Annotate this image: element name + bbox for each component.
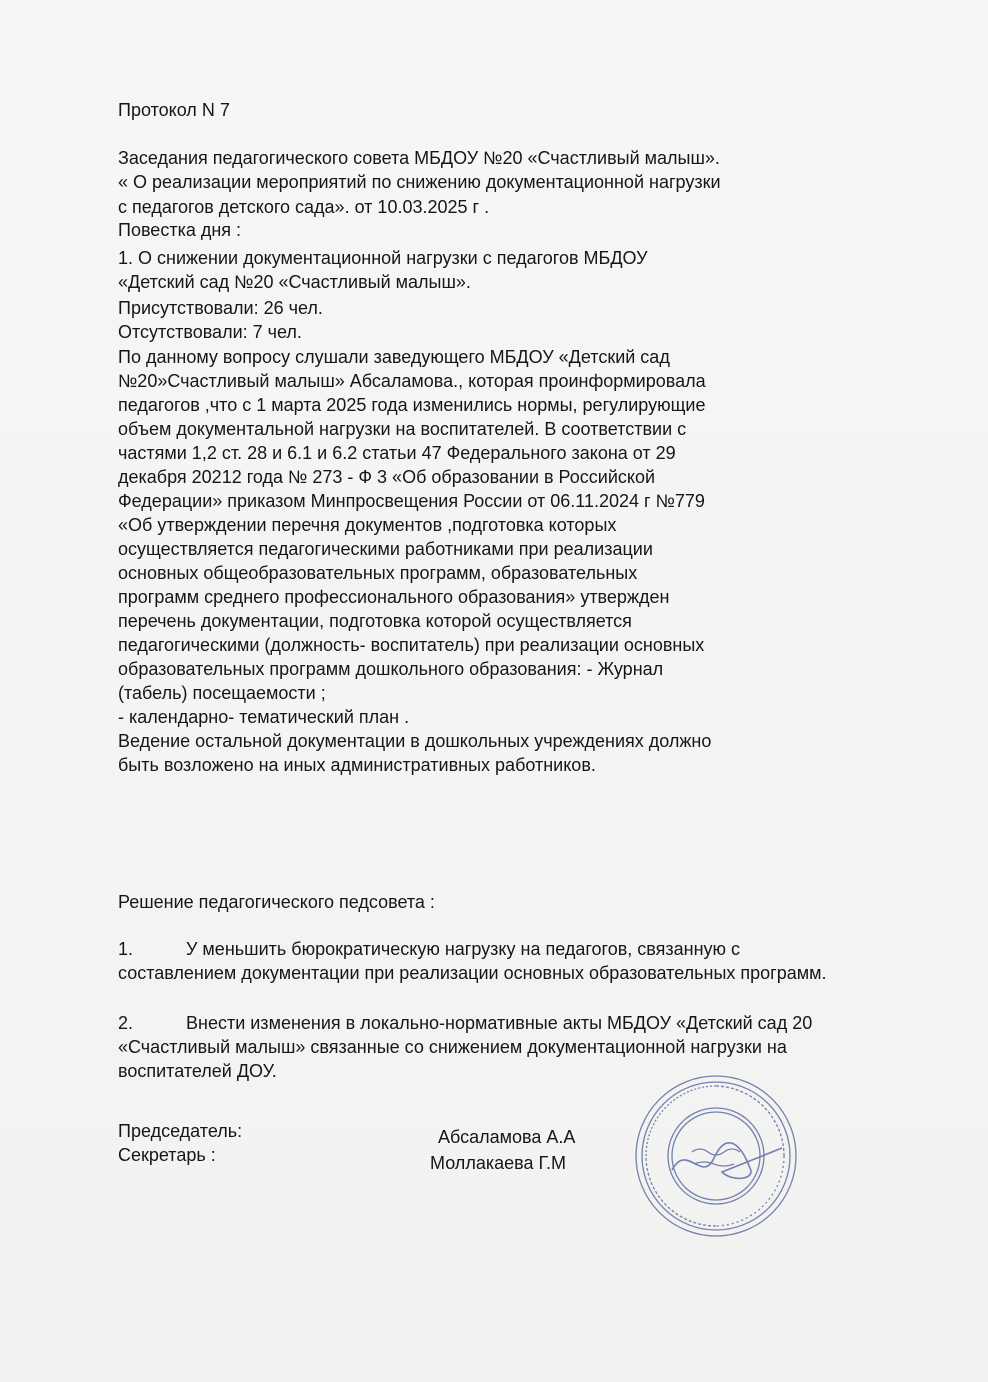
- body-line: Ведение остальной документации в дошкольных учреждениях должно: [118, 731, 712, 751]
- body-line: быть возложено на иных административных работников.: [118, 755, 596, 775]
- decision-2-number: 2.: [118, 1013, 134, 1033]
- body-line: педагогов ,что с 1 марта 2025 года изменились нормы, регулирующие: [118, 395, 706, 415]
- protocol-title: Протокол N 7: [118, 100, 230, 120]
- body-line: №20»Счастливый малыш» Абсаламова., которая проинформировала: [118, 371, 706, 391]
- decision-1-number: 1.: [118, 939, 134, 959]
- decision-2-line-3: воспитателей ДОУ.: [118, 1061, 277, 1081]
- chairman-label: Председатель:: [118, 1121, 243, 1141]
- body-line: основных общеобразовательных программ, образовательных: [118, 563, 638, 583]
- body-line: декабря 20212 года № 273 - Ф 3 «Об образовании в Российской: [118, 467, 656, 487]
- body-line: объем документальной нагрузки на воспитателей. В соответствии с: [118, 419, 687, 439]
- decision-2-line-2: «Счастливый малыш» связанные со снижением документационной нагрузки на: [118, 1037, 787, 1057]
- body-line: « О реализации мероприятий по снижению документационной нагрузки: [118, 172, 721, 192]
- decision-heading: Решение педагогического педсовета :: [118, 892, 435, 912]
- body-line: 1. О снижении документационной нагрузки с педагогов МБДОУ: [118, 248, 648, 268]
- decision-1-line-1: У меньшить бюрократическую нагрузку на педагогов, связанную с: [186, 939, 741, 959]
- body-line: (табель) посещаемости ;: [118, 683, 326, 703]
- body-line: педагогическими (должность- воспитатель) при реализации основных: [118, 635, 705, 655]
- body-line: «Детский сад №20 «Счастливый малыш».: [118, 272, 471, 292]
- secretary-label: Секретарь :: [118, 1145, 216, 1165]
- chairman-name: Абсаламова А.А: [438, 1127, 576, 1147]
- body-line: Отсутствовали: 7 чел.: [118, 322, 302, 342]
- body-line: образовательных программ дошкольного образования: - Журнал: [118, 659, 664, 679]
- body-line: Федерации» приказом Минпросвещения России от 06.11.2024 г №779: [118, 491, 705, 511]
- body-line: Заседания педагогического совета МБДОУ №20 «Счастливый малыш».: [118, 148, 720, 168]
- body-line: осуществляется педагогическими работниками при реализации: [118, 539, 653, 559]
- body-line: перечень документации, подготовка которой осуществляется: [118, 611, 632, 631]
- body-line: - календарно- тематический план .: [118, 707, 410, 727]
- signature-scribble: [672, 1143, 782, 1179]
- secretary-name: Моллакаева Г.М: [430, 1153, 567, 1173]
- body-line: частями 1,2 ст. 28 и 6.1 и 6.2 статьи 47 Федерального закона от 29: [118, 443, 676, 463]
- body-line: с педагогов детского сада». от 10.03.2025 г .: [118, 197, 490, 217]
- body-line: По данному вопросу слушали заведующего МБДОУ «Детский сад: [118, 347, 670, 367]
- body-line: Повестка дня :: [118, 220, 242, 240]
- decision-2-line-1: Внести изменения в локально-нормативные акты МБДОУ «Детский сад 20: [186, 1013, 813, 1033]
- body-line: «Об утверждении перечня документов ,подготовка которых: [118, 515, 617, 535]
- body-line: программ среднего профессионального образования» утвержден: [118, 587, 670, 607]
- body-line: Присутствовали: 26 чел.: [118, 298, 323, 318]
- decision-1-line-2: составлением документации при реализации основных образовательных программ.: [118, 963, 827, 983]
- official-stamp: [632, 1072, 800, 1240]
